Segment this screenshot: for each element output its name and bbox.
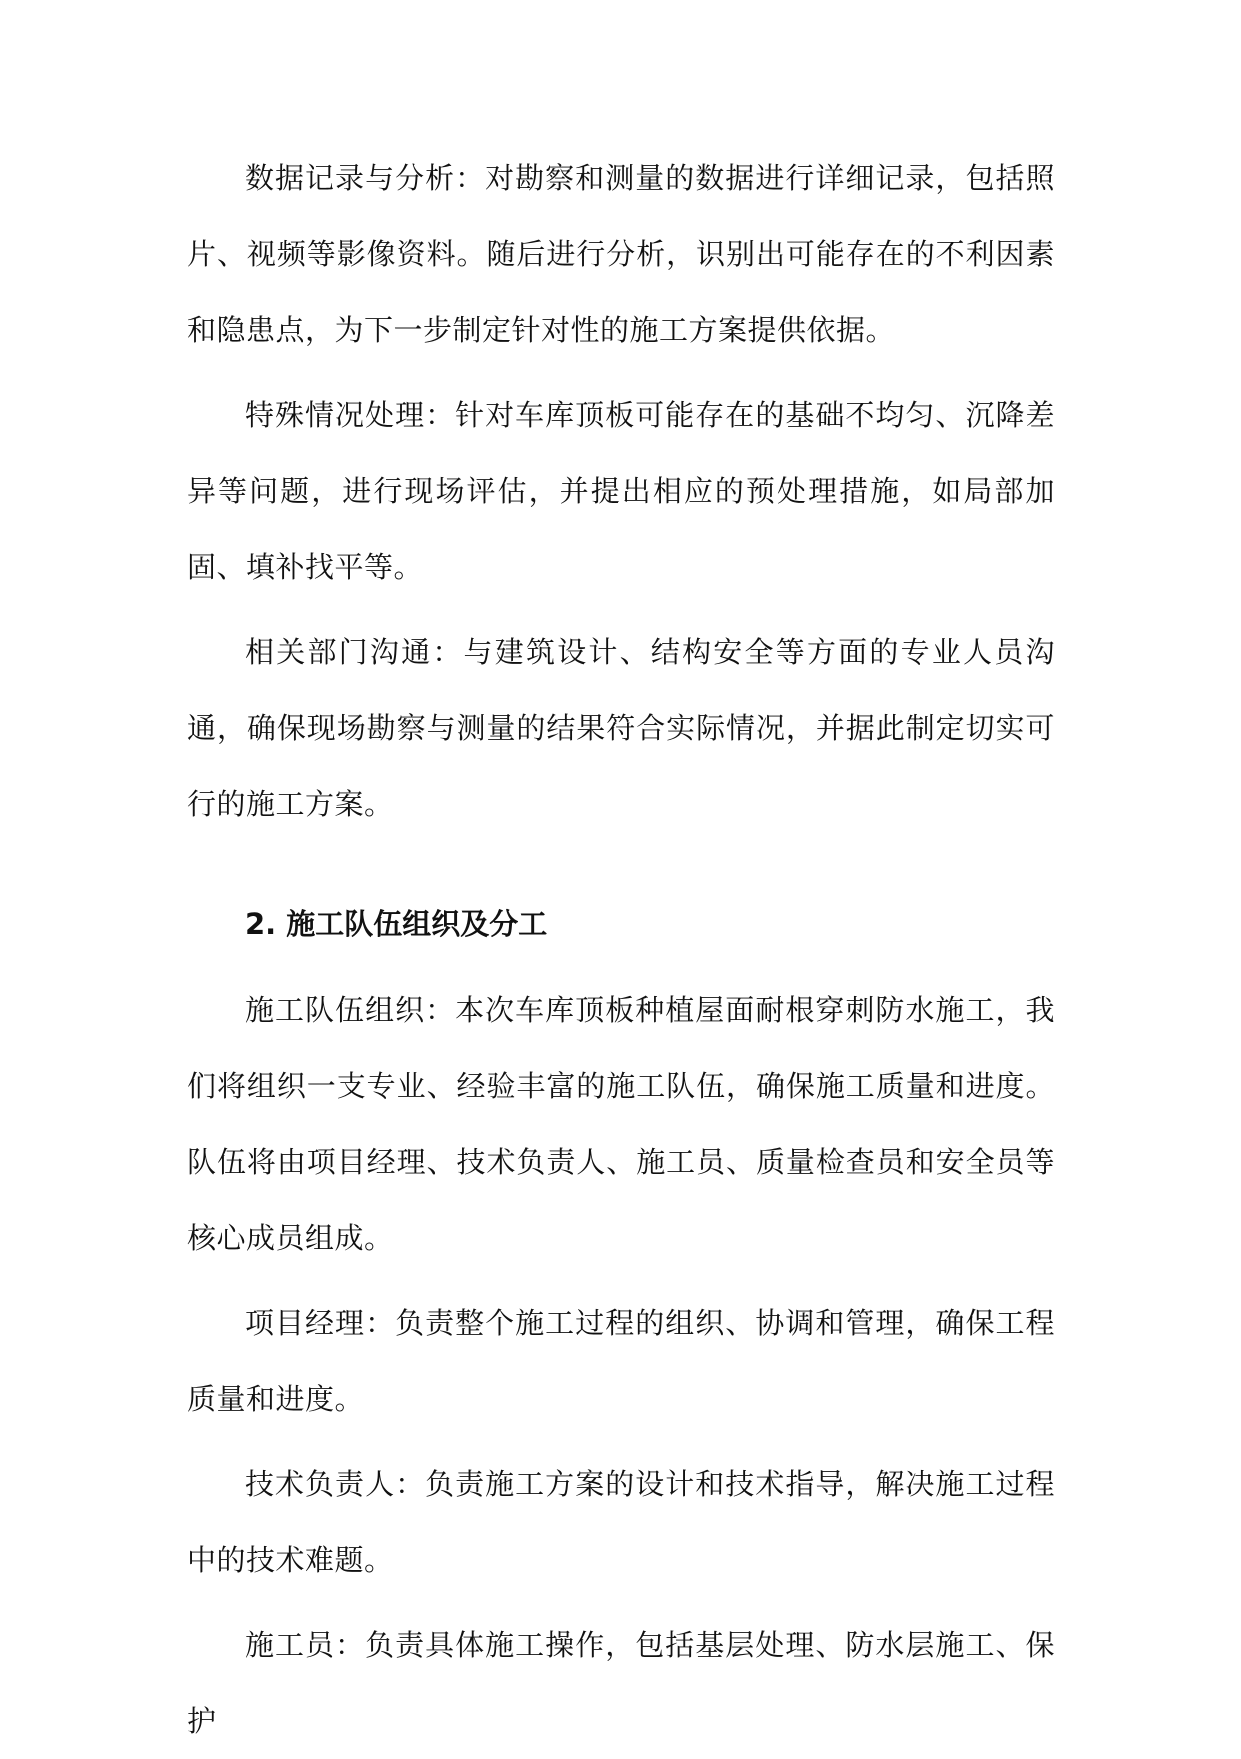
section-heading: 2. 施工队伍组织及分工: [245, 907, 548, 941]
paragraph-special-handling: 特殊情况处理：针对车库顶板可能存在的基础不均匀、沉降差异等问题，进行现场评估，并提出相应的预处理措施，如局部加固、填补找平等。: [187, 398, 1055, 584]
paragraph-team-organization: 施工队伍组织：本次车库顶板种植屋面耐根穿刺防水施工，我们将组织一支专业、经验丰富的施工队伍，确保施工质量和进度。队伍将由项目经理、技术负责人、施工员、质量检查员和安全员等核心成员组成。: [187, 993, 1055, 1255]
paragraph-data-recording: 数据记录与分析：对勘察和测量的数据进行详细记录，包括照片、视频等影像资料。随后进行分析，识别出可能存在的不利因素和隐患点，为下一步制定针对性的施工方案提供依据。: [187, 161, 1055, 347]
paragraph-construction-worker: 施工员：负责具体施工操作，包括基层处理、防水层施工、保护: [187, 1628, 1055, 1738]
paragraph-department-communication: 相关部门沟通：与建筑设计、结构安全等方面的专业人员沟通，确保现场勘察与测量的结果符合实际情况，并据此制定切实可行的施工方案。: [187, 635, 1055, 821]
paragraph-technical-lead: 技术负责人：负责施工方案的设计和技术指导，解决施工过程中的技术难题。: [187, 1467, 1055, 1577]
paragraph-project-manager: 项目经理：负责整个施工过程的组织、协调和管理，确保工程质量和进度。: [187, 1306, 1055, 1416]
document-body: [187, 140, 1055, 1759]
